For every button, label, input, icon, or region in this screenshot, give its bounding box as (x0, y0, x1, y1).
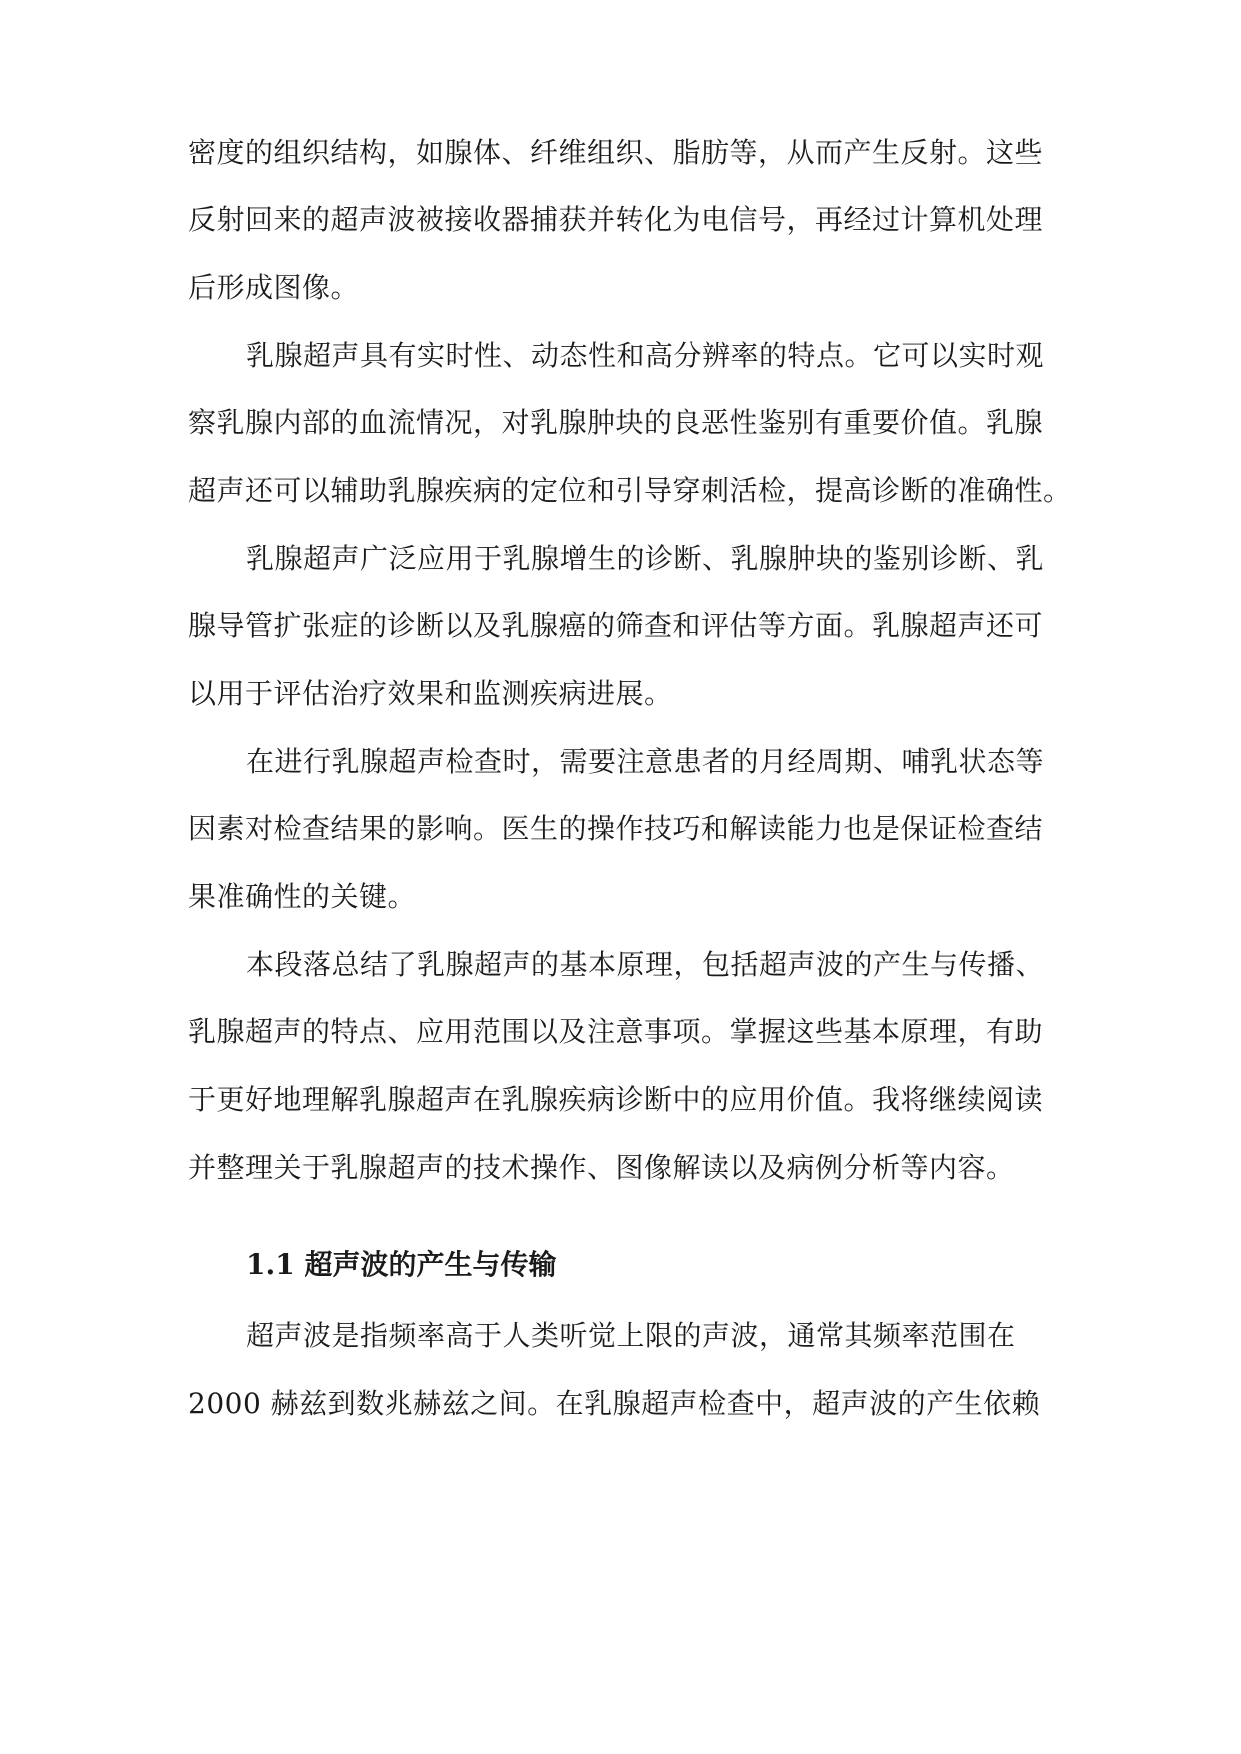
text-line: 乳腺超声具有实时性、动态性和高分辨率的特点。它可以实时观 (246, 339, 1045, 372)
text-line: 超声还可以辅助乳腺疾病的定位和引导穿刺活检，提高诊断的准确性。 (188, 474, 1072, 507)
text-line: 乳腺超声广泛应用于乳腺增生的诊断、乳腺肿块的鉴别诊断、乳 (246, 542, 1045, 575)
text-line: 乳腺超声的特点、应用范围以及注意事项。掌握这些基本原理，有助 (188, 1015, 1044, 1048)
text-line: 腺导管扩张症的诊断以及乳腺癌的筛查和评估等方面。乳腺超声还可 (188, 609, 1044, 642)
text-line: 因素对检查结果的影响。医生的操作技巧和解读能力也是保证检查结 (188, 812, 1044, 845)
text-line: 反射回来的超声波被接收器捕获并转化为电信号，再经过计算机处理 (188, 203, 1044, 236)
text-line: 以用于评估治疗效果和监测疾病进展。 (188, 677, 673, 710)
text-line: 察乳腺内部的血流情况，对乳腺肿块的良恶性鉴别有重要价值。乳腺 (188, 406, 1044, 439)
text-line: 后形成图像。 (188, 271, 360, 304)
text-line: 在进行乳腺超声检查时，需要注意患者的月经周期、哺乳状态等 (246, 745, 1045, 778)
text-line: 并整理关于乳腺超声的技术操作、图像解读以及病例分析等内容。 (188, 1151, 1015, 1184)
text-line: 密度的组织结构，如腺体、纤维组织、脂肪等，从而产生反射。这些 (188, 136, 1044, 169)
text-line: 超声波是指频率高于人类听觉上限的声波，通常其频率范围在 (246, 1319, 1016, 1352)
section-heading: 1.1 超声波的产生与传输 (246, 1248, 557, 1281)
text-line: 2000 赫兹到数兆赫兹之间。在乳腺超声检查中，超声波的产生依赖 (188, 1387, 1041, 1420)
text-line: 果准确性的关键。 (188, 880, 417, 913)
text-line: 于更好地理解乳腺超声在乳腺疾病诊断中的应用价值。我将继续阅读 (188, 1083, 1044, 1116)
text-line: 本段落总结了乳腺超声的基本原理，包括超声波的产生与传播、 (246, 948, 1045, 981)
